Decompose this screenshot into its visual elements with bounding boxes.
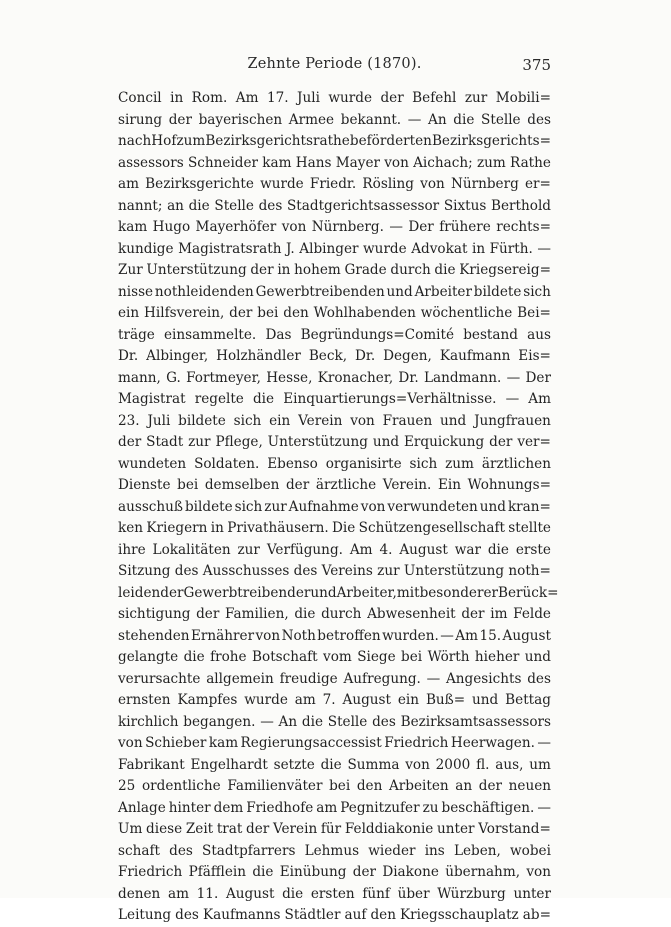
- text-line: Magistrat regelte die Einquartierungs=Verhältnisse. — Am: [118, 391, 551, 407]
- text-line: träge einsammelte. Das Begründungs=Comité bestand aus: [118, 326, 551, 343]
- text-line: Friedrich Pfäfflein die Einübung der Diakone übernahm, von: [118, 864, 551, 880]
- text-line: Zur Unterstützung der in hohem Grade durch die Kriegsereig=: [118, 262, 551, 278]
- text-line: verursachte allgemein freudige Aufregung. — Angesichts des: [118, 670, 551, 687]
- text-line: 25 ordentliche Familienväter bei den Arbeiten an der neuen: [118, 778, 551, 794]
- page-header: [118, 56, 551, 80]
- text-line: der Stadt zur Pflege, Unterstützung und Erquickung der ver=: [118, 434, 551, 450]
- text-line: am Bezirksgerichte wurde Friedr. Rösling von Nürnberg er=: [118, 176, 551, 192]
- text-line: nisse nothleidenden Gewerbtreibenden und Arbeiter bildete sich: [118, 283, 551, 300]
- text-line: sichtigung der Familien, die durch Abwesenheit der im Felde: [118, 606, 551, 622]
- text-line: Anlage hinter dem Friedhofe am Pegnitzufer zu beschäftigen. —: [118, 799, 551, 816]
- text-line: von Schieber kam Regierungsaccessist Friedrich Heerwagen. —: [118, 735, 551, 751]
- text-line: ein Hilfsverein, der bei den Wohlhabenden wöchentliche Bei=: [118, 305, 551, 321]
- text-line: nannt; an die Stelle des Stadtgerichtsassessor Sixtus Berthold: [118, 197, 551, 214]
- text-line: leidender Gewerbtreibender und Arbeiter, mit besonderer Berück=: [118, 584, 559, 601]
- text-line: ihre Lokalitäten zur Verfügung. Am 4. August war die erste: [118, 541, 551, 558]
- text-line: nach Hof zum Bezirksgerichtsrathe beförderten Bezirksgerichts=: [118, 133, 551, 149]
- text-line: Sitzung des Ausschusses des Vereins zur Unterstützung noth=: [118, 563, 551, 579]
- text-line: ausschuß bildete sich zur Aufnahme von verwundeten und kran=: [118, 498, 551, 515]
- text-line: Fabrikant Engelhardt setzte die Summa von 2000 fl. aus, um: [118, 756, 551, 773]
- text-line: Um diese Zeit trat der Verein für Felddiakonie unter Vorstand=: [118, 821, 551, 837]
- text-line: gelangte die frohe Botschaft vom Siege bei Wörth hieher und: [118, 649, 551, 665]
- text-line: kam Hugo Mayerhöfer von Nürnberg. — Der frühere rechts=: [118, 219, 551, 235]
- page-number: 375: [522, 56, 551, 74]
- text-line: Dienste bei demselben der ärztliche Verein. Ein Wohnungs=: [118, 477, 551, 493]
- text-line: kirchlich begangen. — An die Stelle des Bezirksamtsassessors: [118, 713, 551, 730]
- text-line: stehenden Ernährer von Noth betroffen wurden. — Am 15. August: [118, 627, 551, 644]
- text-line: Dr. Albinger, Holzhändler Beck, Dr. Degen, Kaufmann Eis=: [118, 348, 551, 364]
- text-line: denen am 11. August die ersten fünf über Würzburg unter: [118, 885, 551, 902]
- text-line: ken Kriegern in Privathäusern. Die Schützengesellschaft stellte: [118, 520, 551, 536]
- text-line: Leitung des Kaufmanns Städtler auf den Kriegsschauplatz ab=: [118, 907, 551, 923]
- text-line: assessors Schneider kam Hans Mayer von Aichach; zum Rathe: [118, 154, 551, 171]
- text-line: mann, G. Fortmeyer, Hesse, Kronacher, Dr. Landmann. — Der: [118, 369, 551, 386]
- running-title: Zehnte Periode (1870).: [247, 56, 422, 72]
- text-line: wundeten Soldaten. Ebenso organisirte sich zum ärztlichen: [118, 455, 551, 472]
- text-line: kundige Magistratsrath J. Albinger wurde Advokat in Fürth. —: [118, 240, 551, 257]
- text-line: schaft des Stadtpfarrers Lehmus wieder ins Leben, wobei: [118, 842, 551, 859]
- text-line: Concil in Rom. Am 17. Juli wurde der Befehl zur Mobili=: [118, 90, 551, 106]
- text-line: 23. Juli bildete sich ein Verein von Frauen und Jungfrauen: [118, 412, 551, 429]
- body-text: [118, 88, 559, 927]
- text-line: sirung der bayerischen Armee bekannt. — An die Stelle des: [118, 111, 551, 128]
- text-line: ernsten Kampfes wurde am 7. August ein Buß= und Bettag: [118, 692, 551, 708]
